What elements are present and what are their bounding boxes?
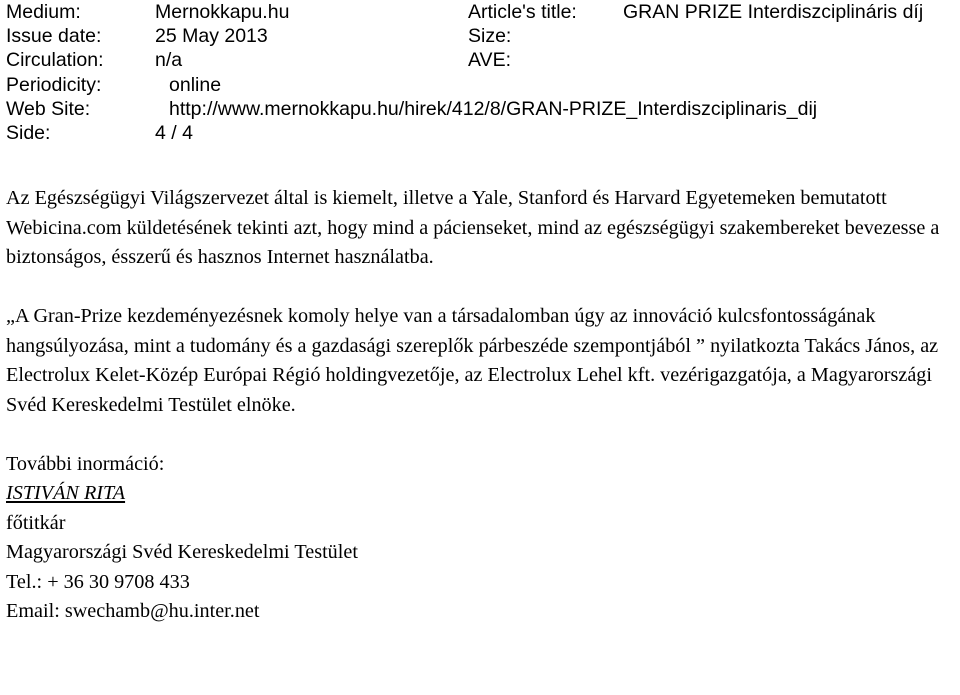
contact-organization: Magyarországi Svéd Kereskedelmi Testület — [6, 541, 358, 563]
contact-heading: További inormáció: — [6, 452, 165, 475]
website-label: Web Site: — [6, 97, 91, 120]
issue-date-value: 25 May 2013 — [155, 25, 268, 48]
issue-date-label: Issue date: — [6, 25, 102, 48]
meta-row-periodicity — [6, 73, 956, 97]
periodicity-label: Periodicity: — [6, 73, 102, 96]
contact-email: Email: swechamb@hu.inter.net — [6, 600, 260, 622]
medium-label: Medium: — [6, 1, 81, 23]
article-paragraph-2: „A Gran-Prize kezdeményezésnek komoly helye van a társadalomban úgy az innováció kulcsfontosságának hangsúlyozása, mint a tudomány és a gazdasági szereplők párbeszéde szempontjából ” nyilatkozta Takács János, az Electrolux Kelet-Közép Európai Régió holdingvezetője, az Electrolux Lehel kft. vezérigazgatója, a Magyarországi Svéd Kereskedelmi Testület elnöke. — [6, 305, 939, 416]
side-label: Side: — [6, 121, 51, 144]
meta-row-issue — [6, 24, 956, 48]
contact-role: főtitkár — [6, 511, 66, 534]
article-paragraph-1: Az Egészségügyi Világszervezet által is kiemelt, illetve a Yale, Stanford és Harvard Egyetemeken bemutatott Webicina.com küldetésének tekinti azt, hogy mind a pácienseket, mind az egészségügyi szakembereket bevezesse a biztonságos, ésszerű és hasznos Internet használatba. — [6, 187, 940, 268]
periodicity-value: online — [169, 73, 222, 96]
meta-row-circulation — [6, 48, 956, 72]
meta-row-medium — [6, 0, 956, 24]
meta-row-side — [6, 121, 956, 145]
website-url-link[interactable]: http://www.mernokkapu.hu/hirek/412/8/GRAN-PRIZE_Interdiszciplinaris_dij — [169, 97, 818, 120]
side-value: 4 / 4 — [155, 121, 193, 144]
article-body — [6, 184, 960, 627]
size-label: Size: — [468, 25, 512, 48]
article-title-value: GRAN PRIZE Interdiszciplináris díj — [623, 1, 924, 23]
circulation-label: Circulation: — [6, 49, 104, 72]
article-title-label: Article's title: — [468, 1, 577, 23]
article-metadata — [6, 0, 956, 145]
meta-row-website — [6, 97, 956, 121]
contact-phone: Tel.: + 36 30 9708 433 — [6, 570, 190, 593]
paragraph-spacer — [6, 420, 960, 450]
paragraph-spacer — [6, 273, 960, 303]
medium-value: Mernokkapu.hu — [155, 1, 290, 23]
circulation-value: n/a — [155, 49, 183, 72]
ave-label: AVE: — [468, 49, 511, 72]
contact-name: ISTIVÁN RITA — [6, 482, 126, 504]
